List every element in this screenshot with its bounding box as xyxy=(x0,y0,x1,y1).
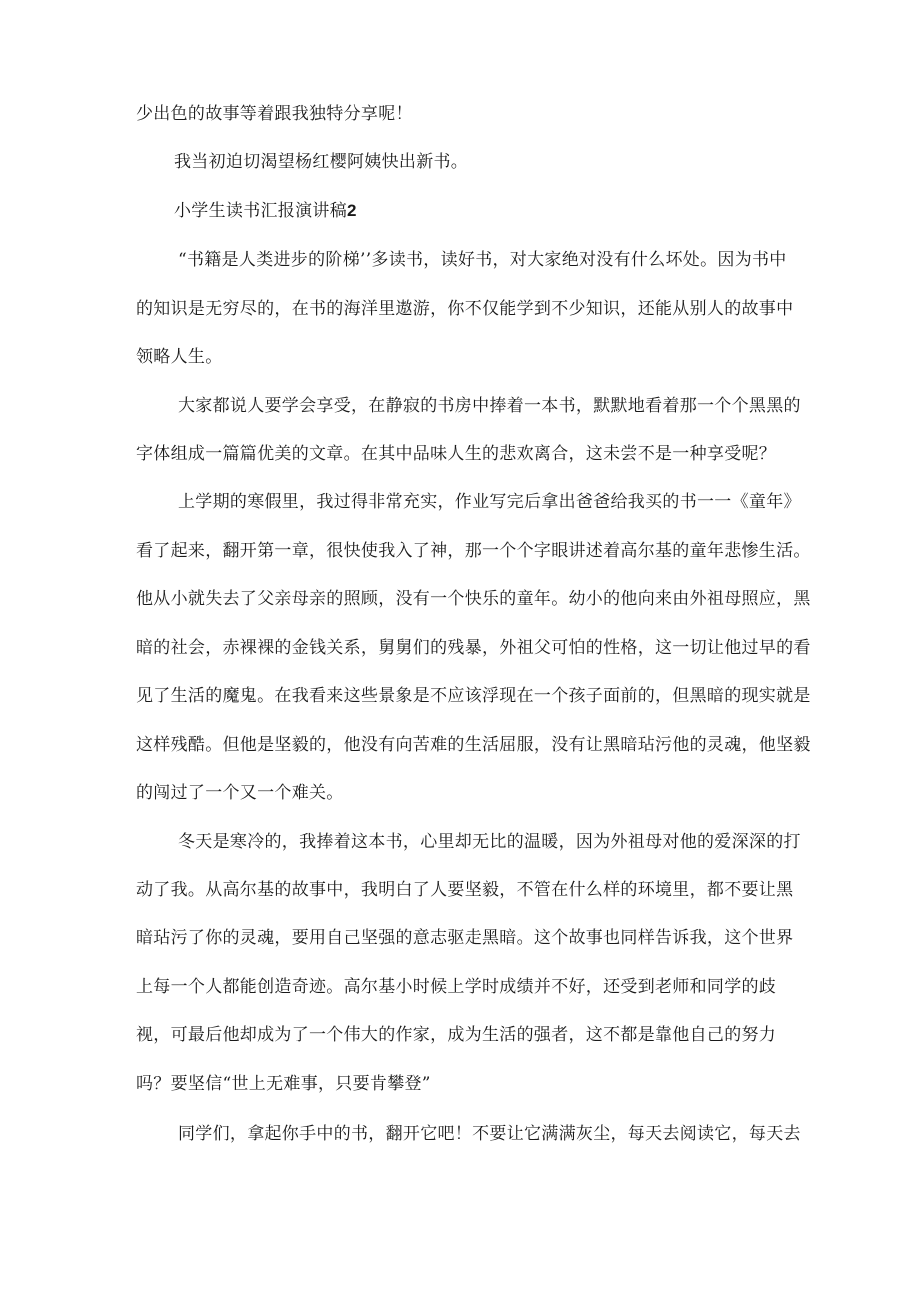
text-line: 上学期的寒假里，我过得非常充实，作业写完后拿出爸爸给我买的书一一《童年》 xyxy=(178,492,801,512)
text-line: 的闯过了一个又一个难关。 xyxy=(136,783,344,803)
text-line: 字体组成一篇篇优美的文章。在其中品味人生的悲欢离合，这未尝不是一种享受呢？ xyxy=(136,444,777,464)
heading-text: 小学生读书汇报演讲稿 xyxy=(174,201,347,221)
text-line: 看了起来，翻开第一章，很快使我入了神，那一个个字眼讲述着高尔基的童年悲惨生活。 xyxy=(136,541,811,561)
text-line: 见了生活的魔鬼。在我看来这些景象是不应该浮现在一个孩子面前的，但黑暗的现实就是 xyxy=(136,686,811,706)
text-line: 领略人生。 xyxy=(136,347,223,367)
text-line: 动了我。从高尔基的故事中，我明白了人要坚毅，不管在什么样的环境里，都不要让黑 xyxy=(136,880,794,900)
text-line: 暗玷污了你的灵魂，要用自己坚强的意志驱走黑暗。这个故事也同样告诉我，这个世界 xyxy=(136,928,794,948)
text-line: 冬天是寒冷的，我捧着这本书，心里却无比的温暖，因为外祖母对他的爱深深的打 xyxy=(178,832,801,852)
text-line: 视，可最后他却成为了一个伟大的作家，成为生活的强者，这不都是靠他自己的努力 xyxy=(136,1025,777,1045)
text-line: 他从小就失去了父亲母亲的照顾，没有一个快乐的童年。幼小的他向来由外祖母照应，黑 xyxy=(136,589,811,609)
heading-number: 2 xyxy=(347,201,357,220)
text-line: “书籍是人类进步的阶梯’’多读书，读好书，对大家绝对没有什么坏处。因为书中 xyxy=(178,250,787,270)
text-line: 这样残酷。但他是坚毅的，他没有向苦难的生活屈服，没有让黑暗玷污他的灵魂，他坚毅 xyxy=(136,735,811,755)
text-line: 同学们，拿起你手中的书，翻开它吧！不要让它满满灰尘，每天去阅读它，每天去 xyxy=(178,1124,801,1144)
text-line: 大家都说人要学会享受，在静寂的书房中捧着一本书，默默地看着那一个个黑黑的 xyxy=(178,396,801,416)
text-line: 上每一个人都能创造奇迹。高尔基小时候上学时成绩并不好，还受到老师和同学的歧 xyxy=(136,977,777,997)
text-line: 我当初迫切渴望杨红樱阿姨快出新书。 xyxy=(174,152,469,172)
text-line: 暗的社会，赤裸裸的金钱关系，舅舅们的残暴，外祖父可怕的性格，这一切让他过早的看 xyxy=(136,638,811,658)
text-line: 吗？要坚信“世上无难事，只要肯攀登” xyxy=(136,1074,431,1094)
text-line: 的知识是无穷尽的，在书的海洋里遨游，你不仅能学到不少知识，还能从别人的故事中 xyxy=(136,299,794,319)
text-line: 少出色的故事等着跟我独特分享呢！ xyxy=(136,104,413,124)
section-heading xyxy=(174,199,357,223)
